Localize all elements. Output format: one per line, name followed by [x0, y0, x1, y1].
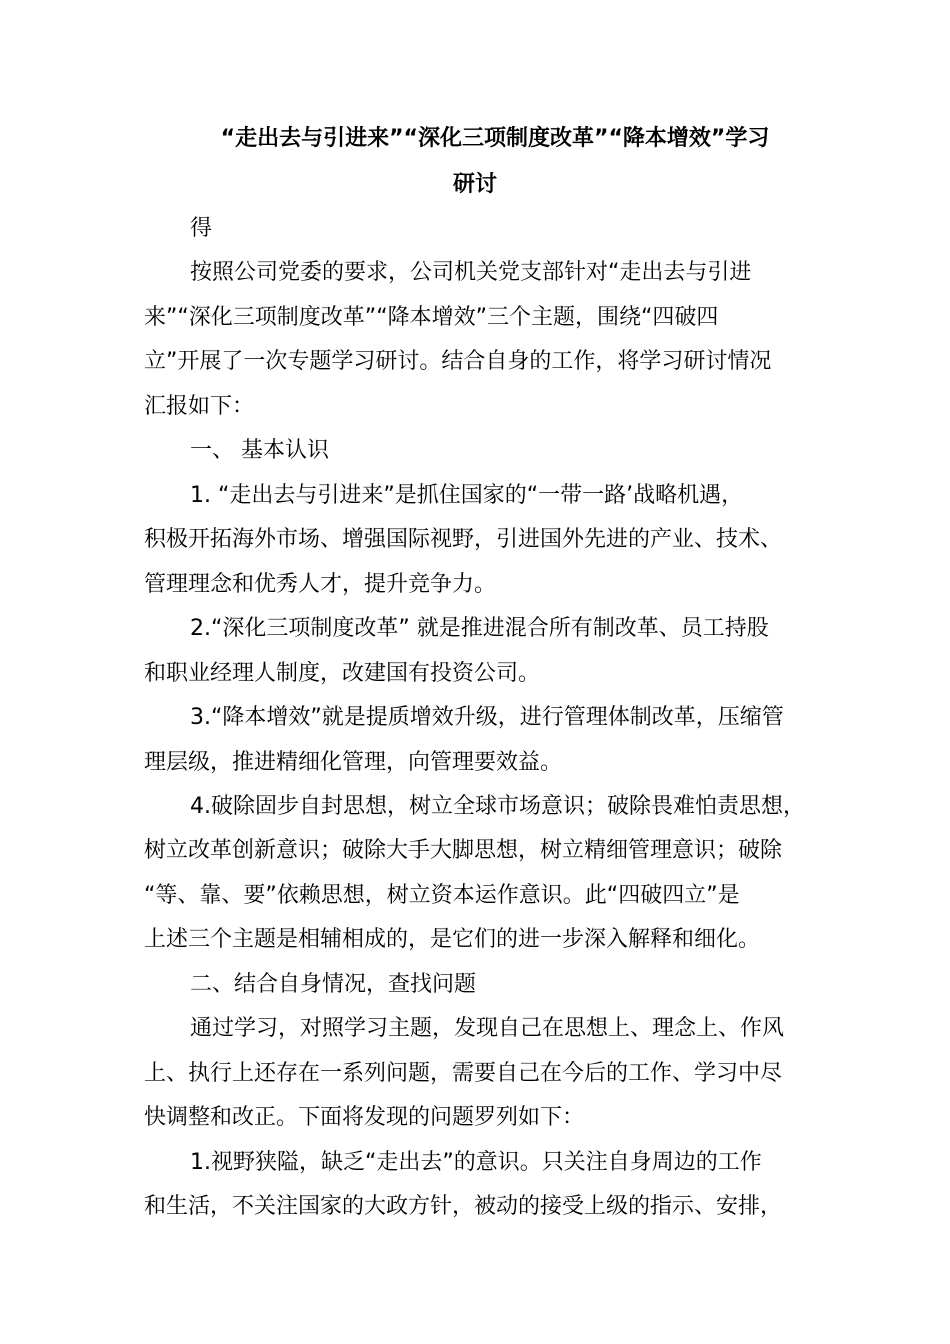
text-line: 立”开展了一次专题学习研讨。结合自身的工作，将学习研讨情况 [144, 349, 772, 374]
document-title-line-1: “走出去与引进来”“深化三项制度改革”“降本增效”学习 [220, 126, 770, 151]
text-line: 3.“降本增效”就是提质增效升级，进行管理体制改革，压缩管 [190, 705, 784, 730]
text-line: 1.视野狭隘，缺乏“走出去”的意识。只关注自身周边的工作 [190, 1150, 762, 1175]
text-line: 2.“深化三项制度改革” 就是推进混合所有制改革、员工持股 [190, 616, 769, 641]
text-line: 按照公司党委的要求，公司机关党支部针对“走出去与引进 [190, 260, 752, 285]
text-line: 来”“深化三项制度改革”“降本增效”三个主题，围绕“四破四 [144, 305, 719, 330]
text-line: 1. “走出去与引进来”是抓住国家的“一带一路’战略机遇， [190, 483, 744, 508]
text-line: 树立改革创新意识；破除大手大脚思想，树立精细管理意识；破除 [144, 838, 783, 863]
section-heading: 一、 基本认识 [190, 438, 329, 463]
text-line: 理层级，推进精细化管理，向管理要效益。 [144, 750, 563, 775]
text-line: “等、靠、要”依赖思想，树立资本运作意识。此“四破四立”是 [144, 883, 740, 908]
text-line: 快调整和改正。下面将发现的问题罗列如下： [144, 1105, 585, 1130]
text-line: 上、执行上还存在一系列问题，需要自己在今后的工作、学习中尽 [144, 1061, 783, 1086]
text-line: 汇报如下： [144, 394, 255, 419]
text-line: 和职业经理人制度，改建国有投资公司。 [144, 661, 541, 686]
text-line: 得 [190, 216, 213, 241]
text-line: 4.破除固步自封思想，树立全球市场意识；破除畏难怕责思想， [190, 794, 805, 819]
text-line: 通过学习，对照学习主题，发现自己在思想上、理念上、作风 [190, 1016, 785, 1041]
document-title-line-2: 研讨 [452, 172, 497, 197]
text-line: 积极开拓海外市场、增强国际视野，引进国外先进的产业、技术、 [144, 527, 783, 552]
text-line: 上述三个主题是相辅相成的，是它们的进一步深入解释和细化。 [144, 927, 761, 952]
text-line: 和生活，不关注国家的大政方针，被动的接受上级的指示、安排， [144, 1194, 783, 1219]
text-line: 管理理念和优秀人才，提升竞争力。 [144, 572, 497, 597]
section-heading: 二、结合自身情况，查找问题 [190, 972, 477, 997]
